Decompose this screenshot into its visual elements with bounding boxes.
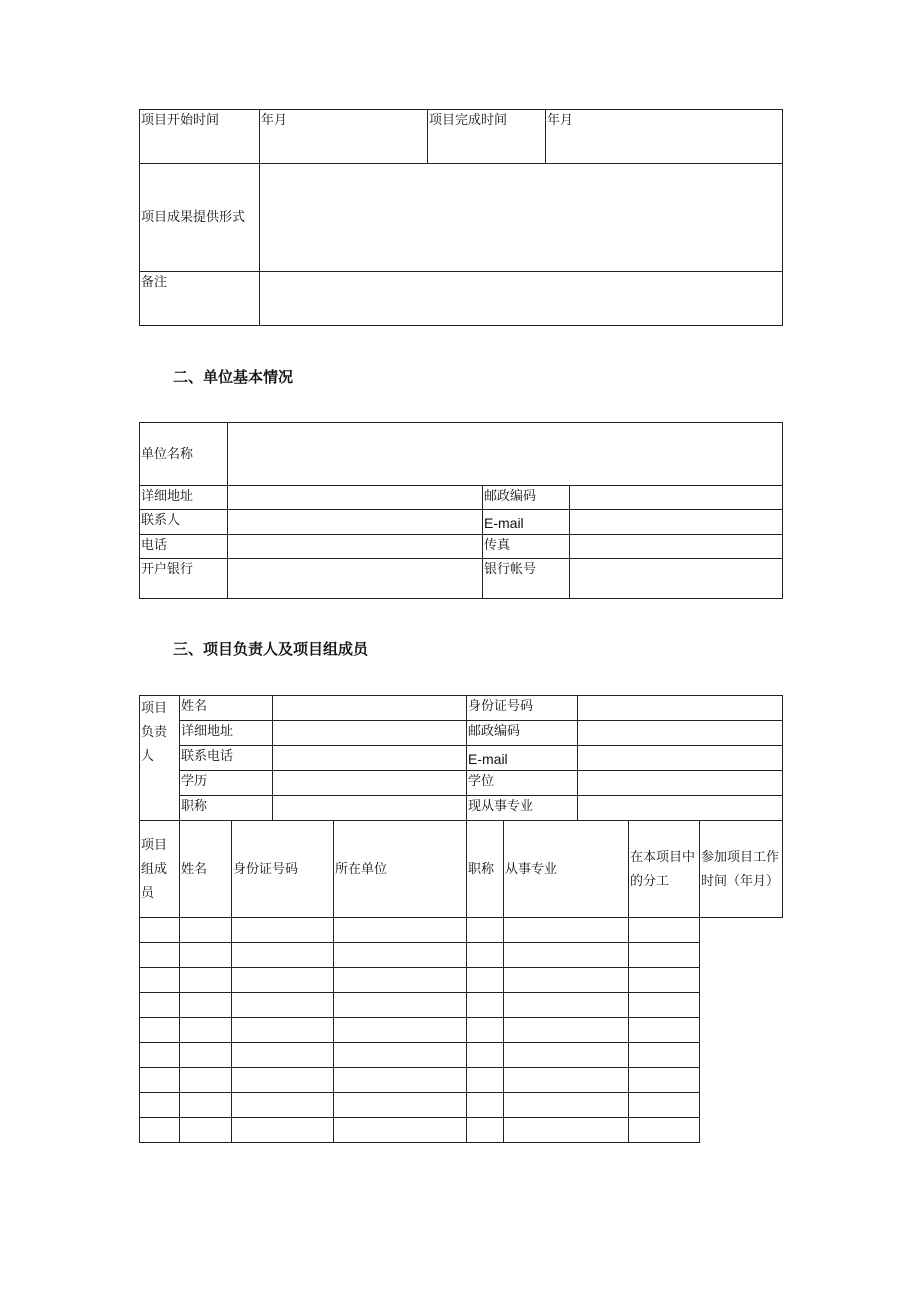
member-cell[interactable] <box>467 1093 504 1118</box>
member-row <box>140 968 783 993</box>
member-cell[interactable] <box>140 993 180 1018</box>
leader-name-field[interactable] <box>273 696 467 721</box>
unit-phone-label: 电话 <box>140 535 228 559</box>
member-cell[interactable] <box>180 968 232 993</box>
member-cell[interactable] <box>504 918 629 943</box>
unit-name-field[interactable] <box>228 423 783 486</box>
member-row <box>140 1043 783 1068</box>
end-time-field[interactable]: 年月 <box>546 110 783 164</box>
unit-bank-account-label: 银行帐号 <box>483 559 570 599</box>
leader-name-label: 姓名 <box>180 696 273 721</box>
member-time-header: 参加项目工作时间（年月） <box>700 821 783 918</box>
leader-address-field[interactable] <box>273 721 467 746</box>
member-cell[interactable] <box>629 1018 700 1043</box>
member-title-header: 职称 <box>467 821 504 918</box>
unit-name-label: 单位名称 <box>140 423 228 486</box>
member-cell[interactable] <box>334 1018 467 1043</box>
member-cell[interactable] <box>504 993 629 1018</box>
member-cell[interactable] <box>504 943 629 968</box>
leader-phone-label: 联系电话 <box>180 746 273 771</box>
member-cell[interactable] <box>629 1118 700 1143</box>
unit-contact-field[interactable] <box>228 510 483 535</box>
member-cell[interactable] <box>334 993 467 1018</box>
member-cell[interactable] <box>504 968 629 993</box>
member-cell[interactable] <box>629 968 700 993</box>
leader-education-label: 学历 <box>180 771 273 796</box>
end-time-label: 项目完成时间 <box>428 110 546 164</box>
member-row <box>140 1068 783 1093</box>
member-cell[interactable] <box>334 1118 467 1143</box>
member-cell[interactable] <box>334 1093 467 1118</box>
member-unit-header: 所在单位 <box>334 821 467 918</box>
member-cell[interactable] <box>140 1118 180 1143</box>
member-cell[interactable] <box>232 943 334 968</box>
start-time-label: 项目开始时间 <box>140 110 260 164</box>
member-cell[interactable] <box>180 993 232 1018</box>
member-cell[interactable] <box>334 968 467 993</box>
leader-id-label: 身份证号码 <box>467 696 578 721</box>
member-cell[interactable] <box>180 1118 232 1143</box>
leader-email-field[interactable] <box>578 746 783 771</box>
member-cell[interactable] <box>180 918 232 943</box>
member-cell[interactable] <box>232 1118 334 1143</box>
member-cell[interactable] <box>504 1118 629 1143</box>
member-cell[interactable] <box>140 943 180 968</box>
member-cell[interactable] <box>140 1018 180 1043</box>
member-cell[interactable] <box>629 1043 700 1068</box>
unit-contact-label: 联系人 <box>140 510 228 535</box>
member-cell[interactable] <box>232 1093 334 1118</box>
member-cell[interactable] <box>180 1068 232 1093</box>
member-cell[interactable] <box>140 1043 180 1068</box>
section-2-title: 二、单位基本情况 <box>173 368 294 386</box>
member-row <box>140 1018 783 1043</box>
project-members-label: 项目组成员 <box>140 821 180 918</box>
member-cell[interactable] <box>232 1068 334 1093</box>
member-cell[interactable] <box>504 1018 629 1043</box>
leader-email-label: E-mail <box>467 746 578 771</box>
leader-postcode-field[interactable] <box>578 721 783 746</box>
unit-fax-label: 传真 <box>483 535 570 559</box>
leader-degree-label: 学位 <box>467 771 578 796</box>
deliverable-form-label: 项目成果提供形式 <box>140 164 260 272</box>
member-cell[interactable] <box>629 943 700 968</box>
leader-postcode-label: 邮政编码 <box>467 721 578 746</box>
member-major-header: 从事专业 <box>504 821 629 918</box>
member-cell[interactable] <box>232 968 334 993</box>
project-info-table <box>139 109 783 326</box>
project-members-table <box>139 820 783 1143</box>
section-3-title: 三、项目负责人及项目组成员 <box>173 640 369 658</box>
unit-address-label: 详细地址 <box>140 486 228 510</box>
unit-bank-account-field[interactable] <box>570 559 783 599</box>
unit-email-field[interactable] <box>570 510 783 535</box>
unit-postcode-field[interactable] <box>570 486 783 510</box>
member-cell[interactable] <box>629 1093 700 1118</box>
unit-fax-field[interactable] <box>570 535 783 559</box>
leader-degree-field[interactable] <box>578 771 783 796</box>
member-cell[interactable] <box>467 943 504 968</box>
member-cell[interactable] <box>467 1118 504 1143</box>
unit-address-field[interactable] <box>228 486 483 510</box>
member-cell[interactable] <box>334 918 467 943</box>
leader-title-field[interactable] <box>273 796 467 821</box>
leader-major-field[interactable] <box>578 796 783 821</box>
unit-bank-field[interactable] <box>228 559 483 599</box>
member-cell[interactable] <box>140 1093 180 1118</box>
leader-id-field[interactable] <box>578 696 783 721</box>
member-row <box>140 943 783 968</box>
member-id-header: 身份证号码 <box>232 821 334 918</box>
member-cell[interactable] <box>629 1068 700 1093</box>
member-cell[interactable] <box>629 918 700 943</box>
member-cell[interactable] <box>467 1018 504 1043</box>
member-cell[interactable] <box>180 1093 232 1118</box>
member-cell[interactable] <box>232 993 334 1018</box>
member-cell[interactable] <box>504 1043 629 1068</box>
member-cell[interactable] <box>232 1018 334 1043</box>
member-row <box>140 1118 783 1143</box>
member-cell[interactable] <box>467 1043 504 1068</box>
member-row <box>140 993 783 1018</box>
unit-bank-label: 开户银行 <box>140 559 228 599</box>
member-cell[interactable] <box>334 1068 467 1093</box>
member-cell[interactable] <box>180 943 232 968</box>
project-leader-label: 项目负责人 <box>140 696 180 821</box>
leader-address-label: 详细地址 <box>180 721 273 746</box>
member-cell[interactable] <box>467 993 504 1018</box>
remarks-label: 备注 <box>140 272 260 326</box>
member-cell[interactable] <box>504 1068 629 1093</box>
unit-postcode-label: 邮政编码 <box>483 486 570 510</box>
project-leader-table <box>139 695 783 821</box>
leader-title-label: 职称 <box>180 796 273 821</box>
member-cell[interactable] <box>629 993 700 1018</box>
unit-email-label: E-mail <box>483 510 570 535</box>
leader-phone-field[interactable] <box>273 746 467 771</box>
member-cell[interactable] <box>467 968 504 993</box>
unit-phone-field[interactable] <box>228 535 483 559</box>
member-cell[interactable] <box>467 918 504 943</box>
member-row <box>140 918 783 943</box>
deliverable-form-field[interactable] <box>260 164 783 272</box>
leader-major-label: 现从事专业 <box>467 796 578 821</box>
member-cell[interactable] <box>140 918 180 943</box>
member-cell[interactable] <box>140 1068 180 1093</box>
member-cell[interactable] <box>232 1043 334 1068</box>
member-cell[interactable] <box>334 943 467 968</box>
member-cell[interactable] <box>180 1018 232 1043</box>
member-row <box>140 1093 783 1118</box>
member-cell[interactable] <box>140 968 180 993</box>
member-role-header: 在本项目中的分工 <box>629 821 700 918</box>
unit-info-table <box>139 422 783 599</box>
start-time-field[interactable]: 年月 <box>260 110 428 164</box>
member-name-header: 姓名 <box>180 821 232 918</box>
leader-education-field[interactable] <box>273 771 467 796</box>
member-cell[interactable] <box>504 1093 629 1118</box>
member-cell[interactable] <box>334 1043 467 1068</box>
remarks-field[interactable] <box>260 272 783 326</box>
member-cell[interactable] <box>180 1043 232 1068</box>
member-cell[interactable] <box>467 1068 504 1093</box>
member-cell[interactable] <box>232 918 334 943</box>
